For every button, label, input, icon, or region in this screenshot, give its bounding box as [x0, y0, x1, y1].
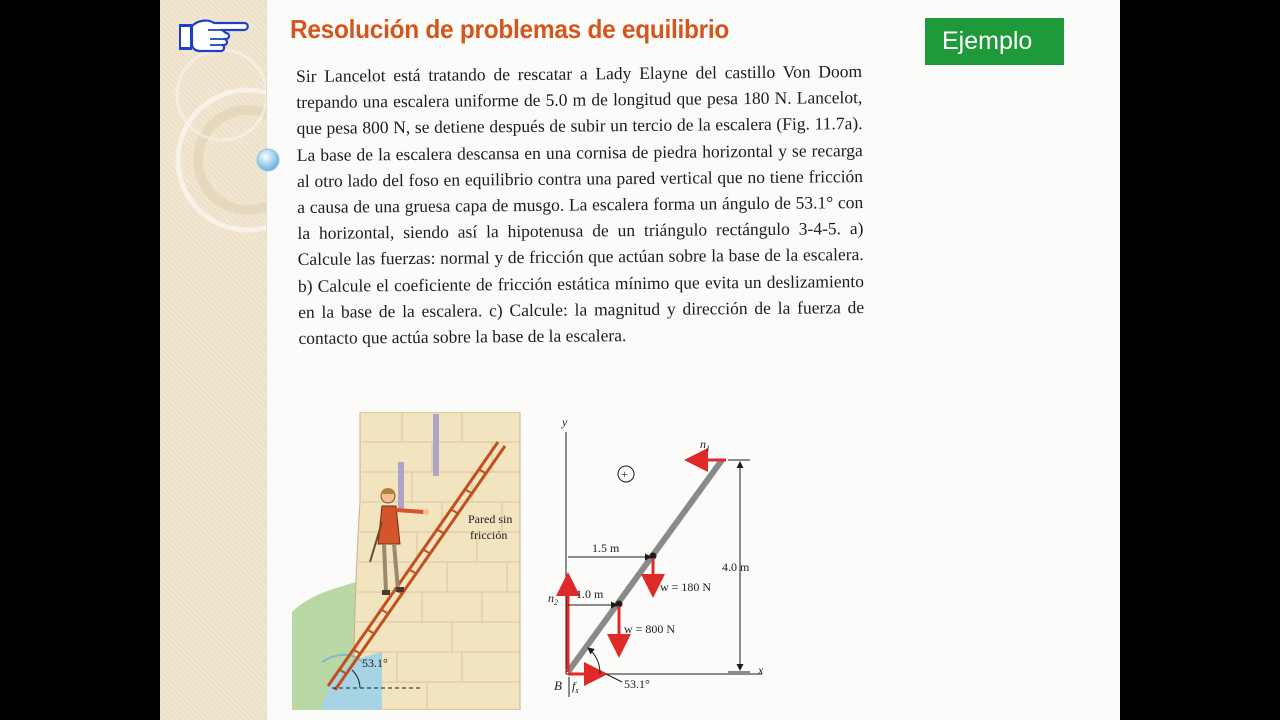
n2-label: $n_2$	[548, 591, 558, 607]
angle-arc	[588, 648, 600, 674]
free-body-diagram	[540, 412, 780, 710]
y-axis-label: y	[562, 415, 568, 429]
decorative-arcs	[160, 0, 266, 720]
dim-10-label: 1.0 m	[576, 587, 604, 601]
bullet-dot-icon	[256, 148, 282, 174]
wall-label-line2: fricción	[470, 528, 508, 542]
illustration-angle-label: 53.1°	[362, 656, 388, 670]
page-title: Resolución de problemas de equilibrio	[290, 14, 730, 44]
diagram-angle-label: 53.1°	[624, 677, 650, 691]
w-person-label: w = 800 N	[624, 622, 676, 636]
n1-label: $n_1$	[700, 437, 710, 453]
point-b-label: B	[554, 678, 562, 693]
ladder-line	[568, 460, 722, 672]
textbook-page	[160, 0, 1120, 720]
dim-15-label: 1.5 m	[592, 541, 620, 555]
example-badge: Ejemplo	[925, 18, 1064, 65]
window-slit	[433, 414, 439, 476]
ladder-illustration	[292, 412, 524, 710]
w-ladder-label: w = 180 N	[660, 580, 712, 594]
window-slit	[398, 462, 404, 512]
height-label: 4.0 m	[722, 560, 750, 574]
wall-label-line1: Pared sin	[468, 512, 513, 526]
rotation-symbol: +	[621, 467, 628, 481]
decorative-margin	[160, 0, 267, 720]
fs-label: $f_s$	[572, 679, 579, 695]
pointing-hand-icon	[178, 14, 250, 56]
x-axis-label: x	[758, 663, 764, 677]
problem-statement: Sir Lancelot está tratando de rescatar a Lady Elayne del castillo Von Doom trepando una escalera uniforme de 5.0 m de longitud que pesa 180 N. Lancelot, que pesa 800 N, se detiene después de subir un tercio de la escalera (Fig. 11.7a). La base de la escalera descansa en una cornisa de piedra horizontal y se recarga al otro lado del foso en equilibrio contra una pared vertical que no tiene fricción a causa de una gruesa capa de musgo. La escalera forma un ángulo de 53.1° con la horizontal, siendo así la hipotenusa de un triángulo rectángulo 3-4-5. a) Calcule las fuerzas: normal y de fricción que actúan sobre la base de la escalera. b) Calcule el coeficiente de fricción estática mínimo que evita un deslizamiento en la base de la escalera. c) Calcule: la magnitud y dirección de la fuerza de contacto que actúa sobre la base de la escalera.	[296, 61, 865, 349]
